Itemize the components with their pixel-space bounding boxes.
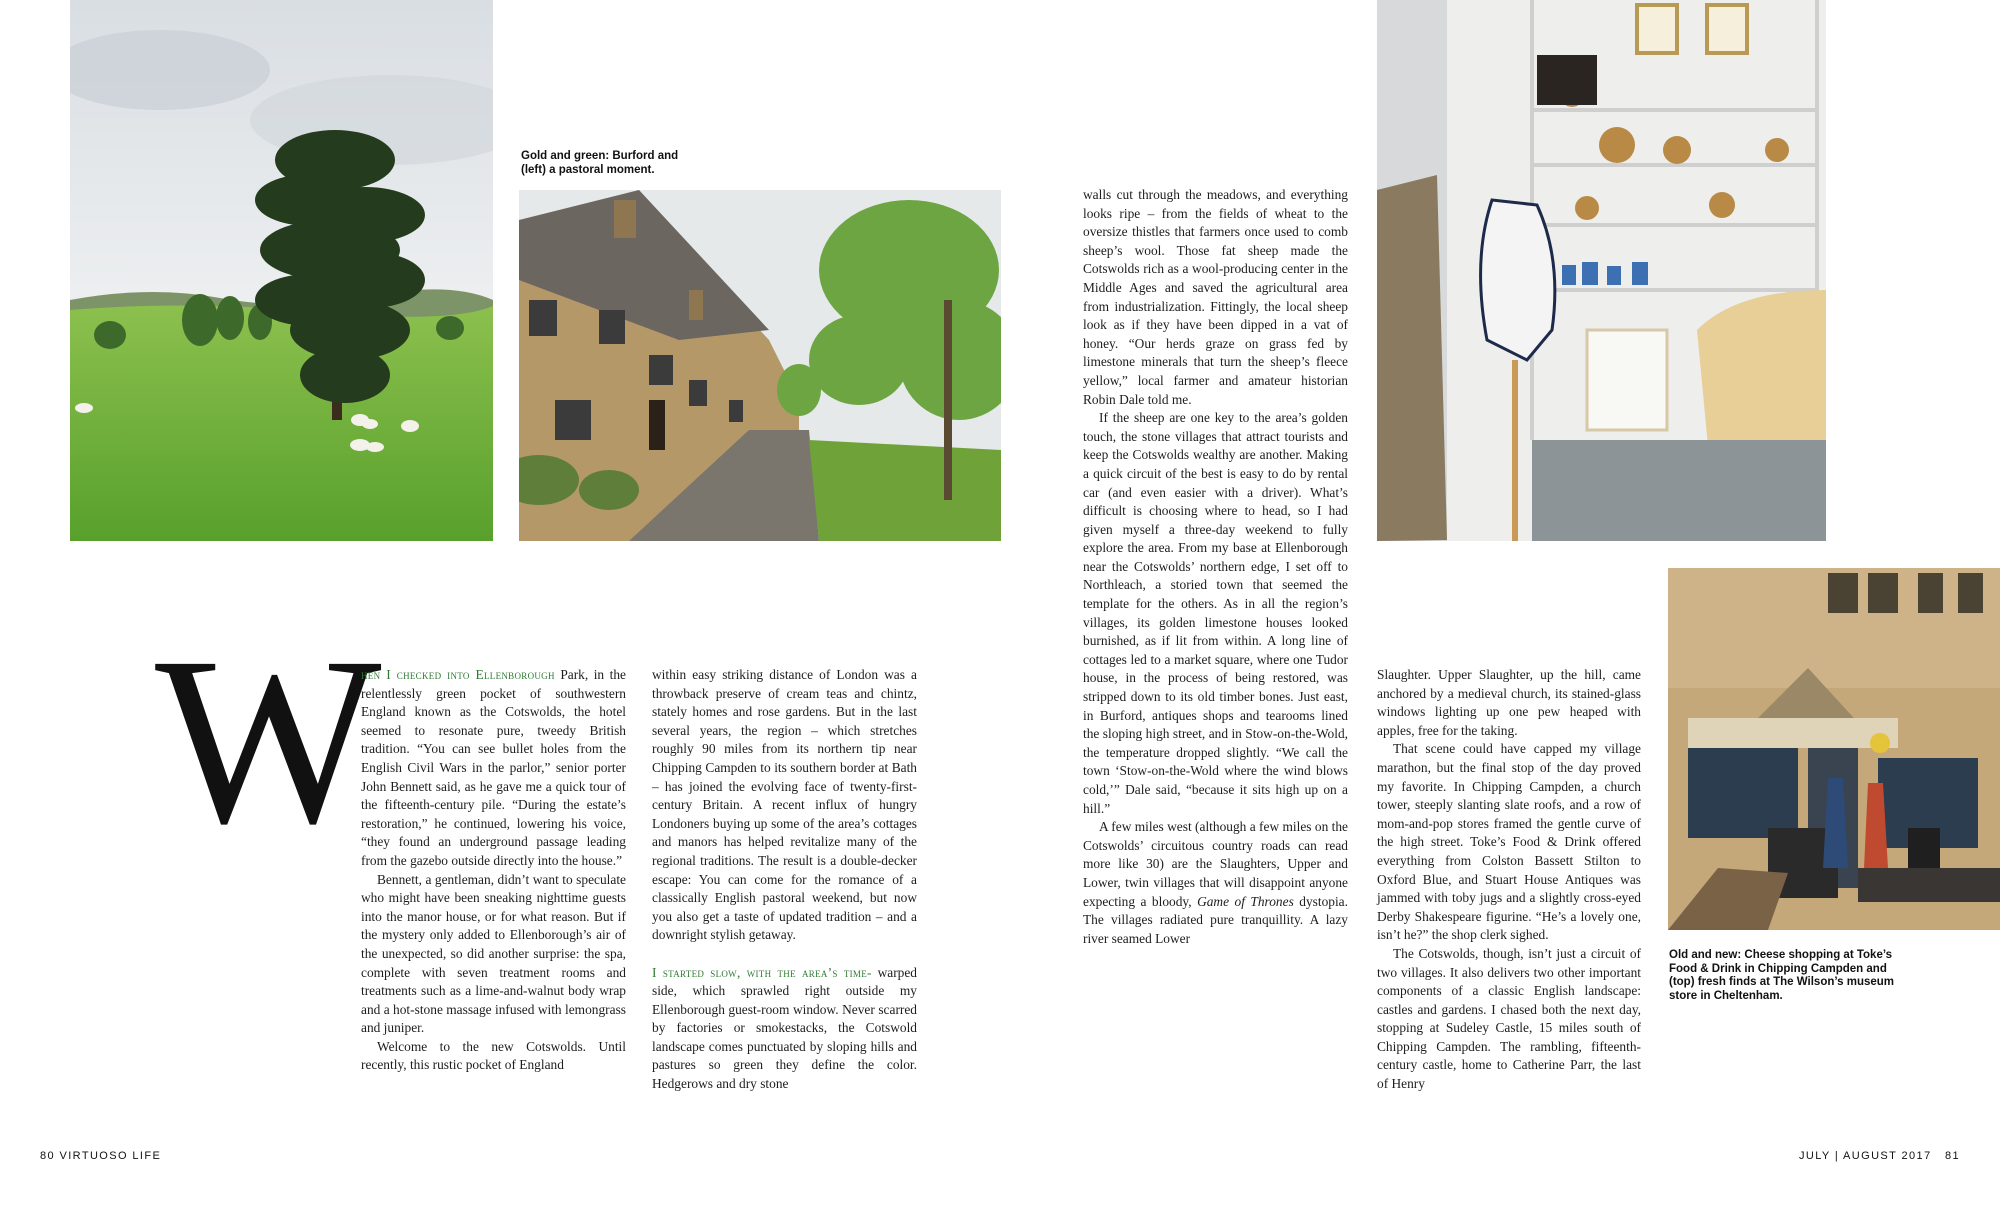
column-3-paragraph-3-start: A few miles west (although a few miles on the Cotswolds’ circuitous country roads can read more like 30) are the Slaughters, Upper and Lower, twin villages that will disappoint anyone expecting a bloody, — [1083, 819, 1348, 909]
column-3-paragraph-2: If the sheep are one key to the area’s golden touch, the stone villages that attract tourists and keep the Cotswolds wealthy are another. Making a quick circuit of the best is easy to do by rental car (and even easier with a driver). What’s difficult is choosing where to head, so I had given myself a three-day weekend to fully explore the area. From my base at Ellenborough near the Cotswolds’ northern edge, I set off to Northleach, a storied town that seemed the template for the others. As in all the region’s villages, its golden limestone houses looked burnished, as if lit from within. A long line of cottages led to a market square, where one Tudor house, in the process of being restored, was stripped down to its old timber bones. Just east, in Burford, antiques shops and tearooms lined the sloping high street, and in Stow-on-the-Wold, the temperature dropped slightly. “We call the town ‘Stow-on-the-Wold where the wind blows cold,’” Dale said, “because it sits high up on a hill.” — [1083, 410, 1348, 816]
cheese-shop-photo — [1668, 568, 2000, 930]
column-4-paragraph-2: That scene could have capped my village marathon, but the final stop of the day proved my favorite. In Chipping Campden, a church tower, steeply slanting slate roofs, and a row of mom-and-pop stores framed the gentle curve of the high street. Toke’s Food & Drink offered everything from Colston Bassett Stilton to Oxford Blue, and Stuart House Antiques was jammed with toby jugs and a slightly cross-eyed Derby Shakespeare figurine. “He’s a lovely one, isn’t he?” the shop clerk sighed. — [1377, 741, 1641, 943]
drop-cap: W — [155, 607, 382, 873]
burford-caption: Gold and green: Burford and (left) a pastoral moment. — [521, 150, 679, 176]
column-3-paragraph-3 — [1083, 818, 1348, 948]
column-4-paragraph-1: Slaughter. Upper Slaughter, up the hill, came anchored by a medieval church, its stained-glass windows lighting up one pew heaped with apples, free for the taking. — [1377, 667, 1641, 738]
folio-left: 80 VIRTUOSO LIFE — [40, 1150, 162, 1162]
column-1-paragraph-3: Welcome to the new Cotswolds. Until recently, this rustic pocket of England — [361, 1038, 626, 1073]
lead-in-2: I started slow, with the area’s time- — [652, 964, 872, 980]
column-2-paragraph-2 — [652, 964, 917, 1094]
column-2-paragraph-1: within easy striking distance of London was a throwback preserve of cream teas and chintz, stately homes and rose gardens. But in the last several years, the region – which stretches roughly 90 miles from its northern tip near Chipping Campden to its southern border at Bath – has joined the evolving face of twenty-first-century Britain. A recent influx of hungry Londoners buying up some of the area’s cottages and manors has helped revitalize many of the regional traditions. The result is a double-decker escape: You can come for the romance of a classically English pastoral weekend, but now you also get a taste of updated tradition – and a downright stylish getaway. — [652, 667, 917, 943]
column-1-paragraph-1 — [361, 666, 626, 871]
column-3-paragraph-3-end: dystopia. The villages radiated pure tranquillity. A lazy river seamed Lower — [1083, 893, 1348, 946]
column-2-paragraph-2-text: warped side, which sprawled right outside my Ellenborough guest-room window. Never scarred by factories or smokestacks, the Cotswold landscape comes punctuated by sloping hills and pastures so green they define the color. Hedgerows and dry stone — [652, 964, 917, 1092]
pasture-photo — [70, 0, 493, 541]
article-column-3 — [1083, 186, 1348, 948]
column-1-paragraph-2: Bennett, a gentleman, didn’t want to speculate who might have been sneaking nighttime guests into the manor house, or for what reason. But if the mystery only added to Ellenborough’s air of the unexpected, so did another surprise: the spa, complete with seven treatment rooms and treatments such as a lime-and-walnut body wrap and a hot-stone massage infused with lemongrass and juniper. — [361, 871, 626, 1036]
museum-store-photo — [1377, 0, 1826, 541]
column-1-paragraph-1-text: Park, in the relentlessly green pocket of southwestern England known as the Cotswolds, the hotel seemed to resonate pure, tweedy British tradition. “You can see bullet holes from the English Civil Wars in the parlor,” senior porter John Bennett said, as he gave me a quick tour of the fifteenth-century pile. “During the estate’s restoration,” he continued, lowering his voice, “they found an underground passage leading from the gazebo outside directly into the house.” — [361, 667, 626, 868]
article-column-2 — [652, 666, 917, 1094]
article-column-1 — [361, 666, 626, 1075]
lead-in-1: hen I checked into Ellenborough — [361, 667, 555, 682]
pasture-illustration — [70, 0, 493, 541]
article-column-4 — [1377, 666, 1641, 1094]
column-3-paragraph-1: walls cut through the meadows, and everything looks ripe – from the fields of wheat to the oversize thistles that farmers once used to comb sheep’s wool. Those fat sheep made the Cotswolds rich as a wool-producing center in the Middle Ages and saved the agricultural area from industrialization. Fittingly, the local sheep look as if they have been dipped in a vat of honey. “Our herds graze on grass fed by limestone minerals that turn the sheep’s fleece yellow,” local farmer and amateur historian Robin Dale told me. — [1083, 187, 1348, 407]
italic-title: Game of Thrones — [1197, 893, 1294, 909]
column-4-paragraph-3: The Cotswolds, though, isn’t just a circuit of two villages. It also delivers two other important components of a classic English landscape: castles and gardens. I chased both the next day, stopping at Sudeley Castle, 15 miles south of Chipping Campden. The rambling, fifteenth-century castle, home to Catherine Parr, the last of Henry — [1377, 945, 1641, 1092]
museum-store-illustration — [1377, 0, 1826, 541]
cheese-shop-illustration — [1668, 568, 2000, 930]
folio-right: JULY | AUGUST 2017 81 — [1798, 1150, 1960, 1162]
shop-caption: Old and new: Cheese shopping at Toke’s Food & Drink in Chipping Campden and (top) fresh finds at The Wilson’s museum store in Cheltenham. — [1669, 949, 1895, 1002]
burford-photo — [519, 190, 1001, 541]
burford-illustration — [519, 190, 1001, 541]
